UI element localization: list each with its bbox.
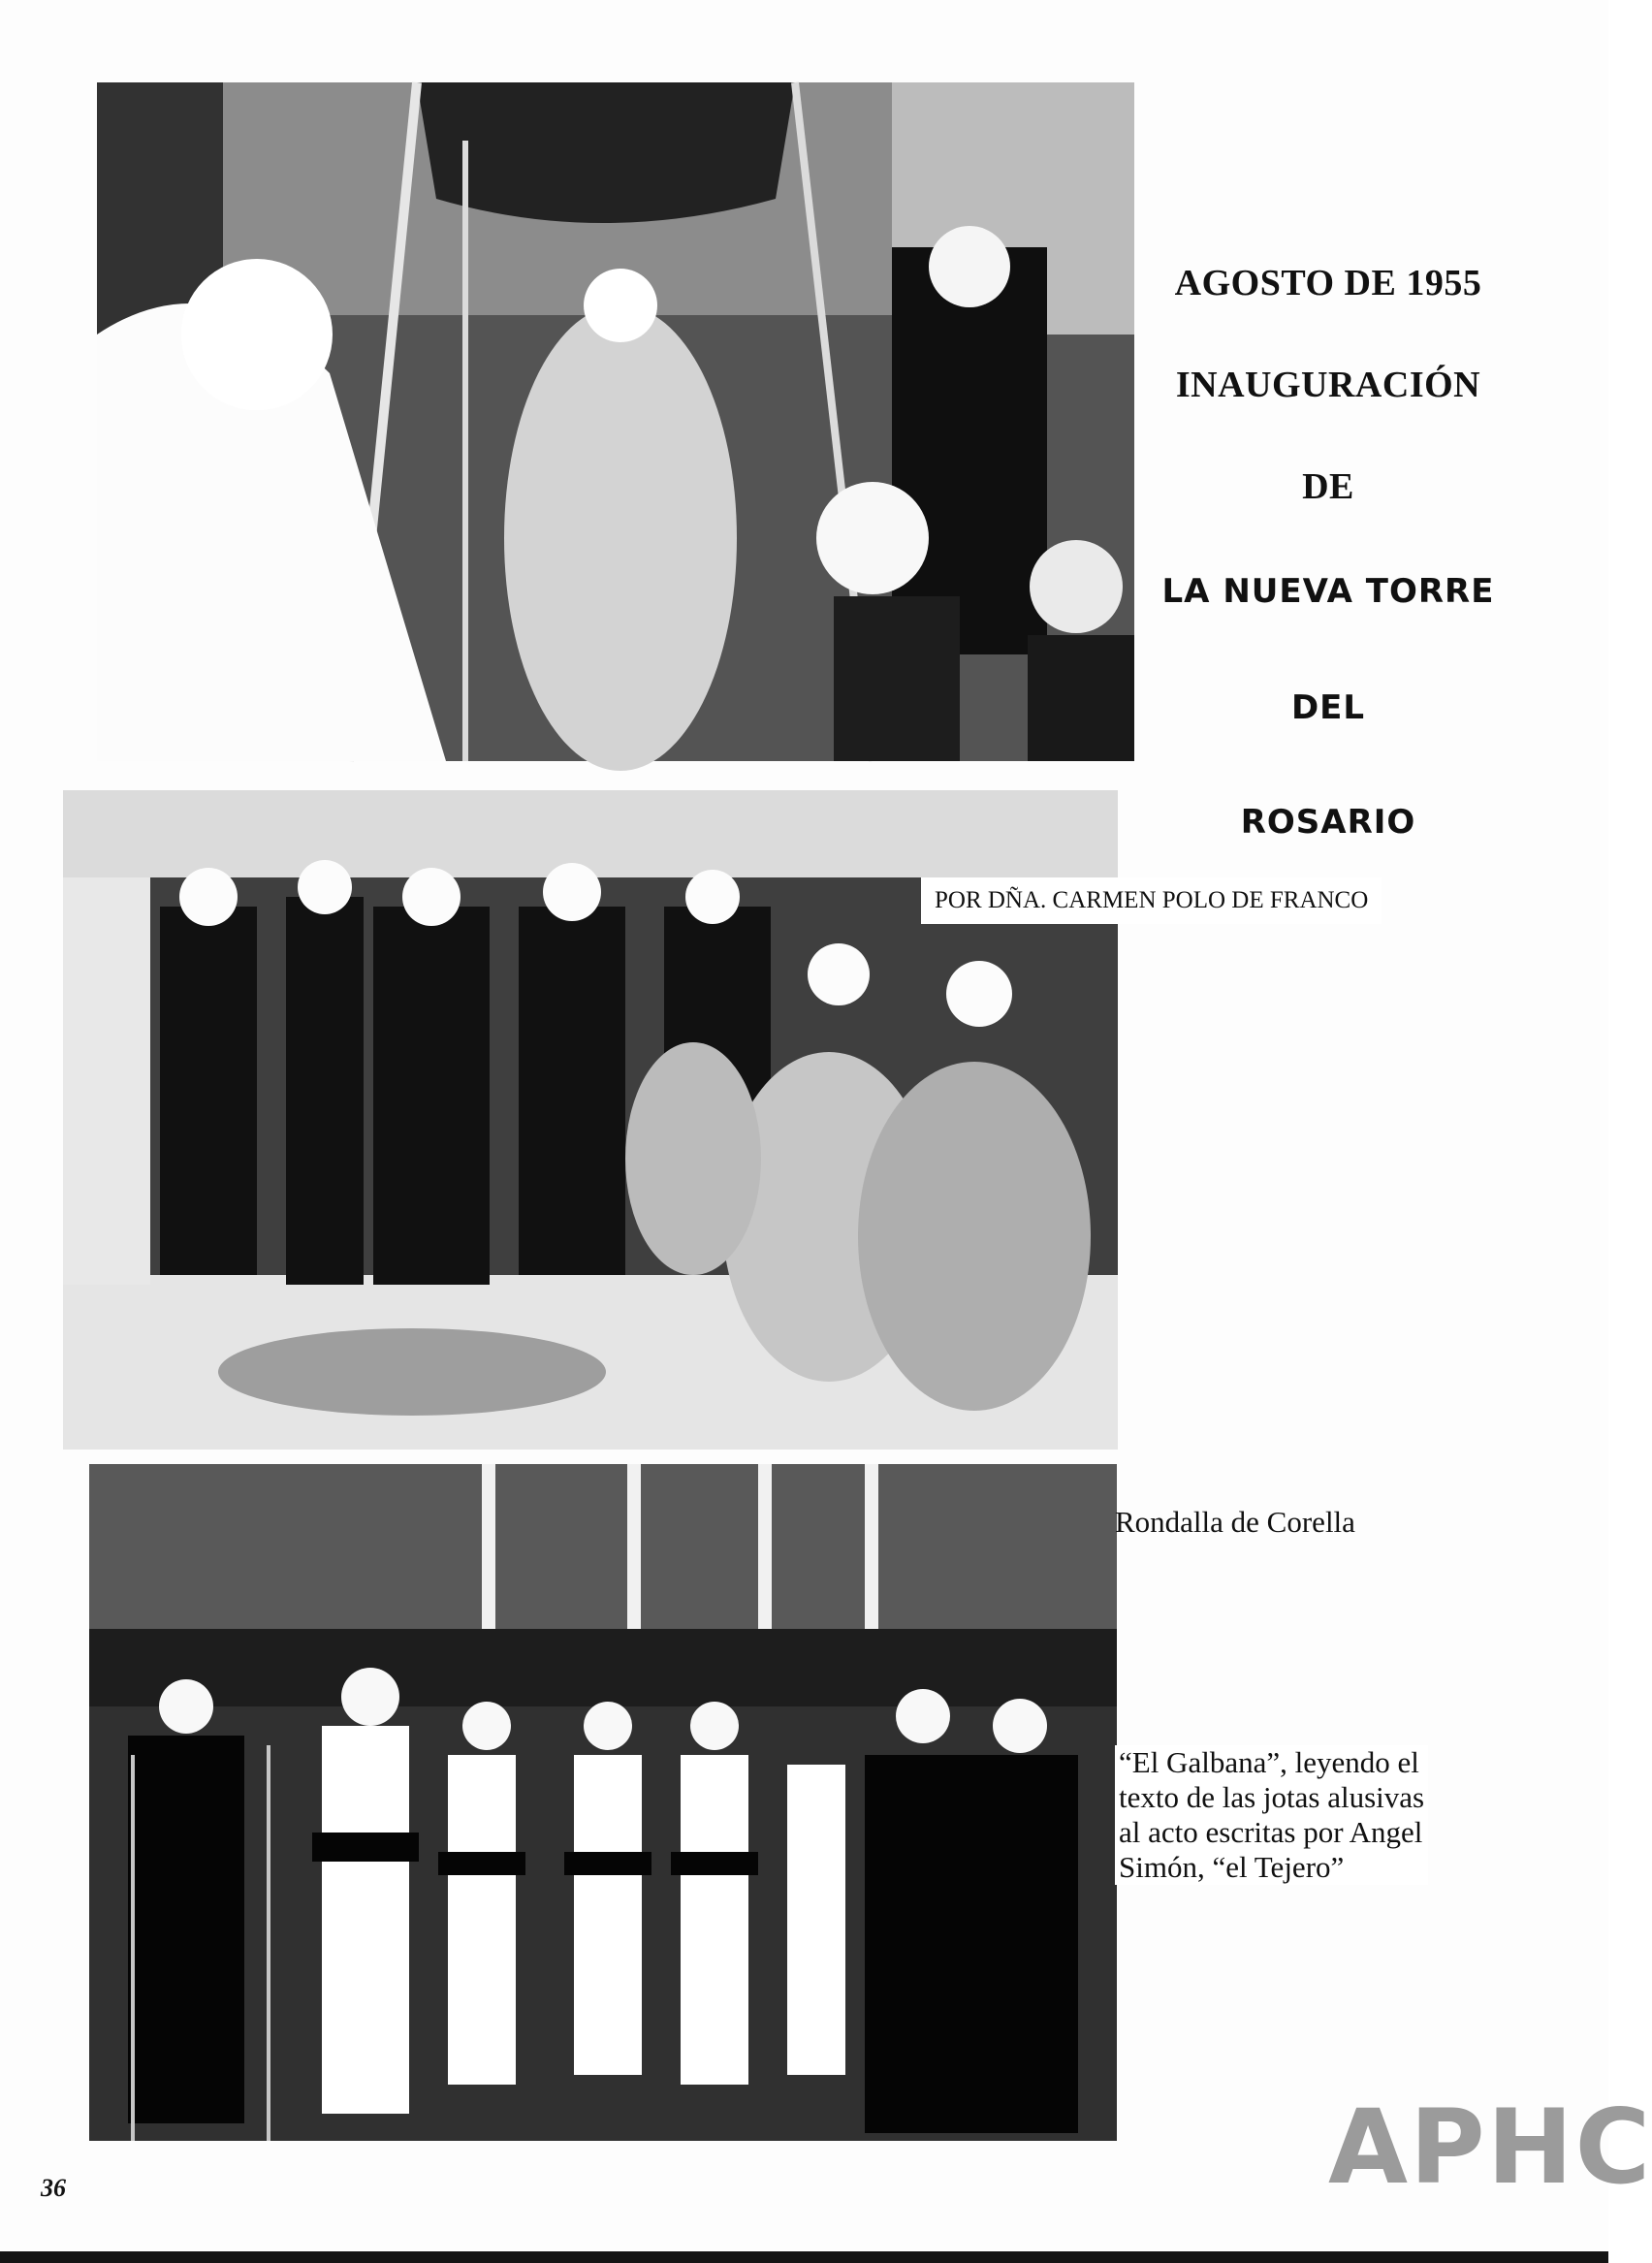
caption-galbana xyxy=(1115,1745,1428,1885)
caption-galbana-line: Simón, “el Tejero” xyxy=(1119,1850,1345,1884)
caption-galbana-line: texto de las jotas alusivas xyxy=(1119,1780,1425,1814)
photo-procession xyxy=(97,82,1134,761)
caption-galbana-line: al acto escritas por Angel xyxy=(1119,1815,1423,1849)
title-line-del: DEL xyxy=(1290,688,1366,727)
aphc-logo: APHC xyxy=(1328,2088,1652,2207)
page-number: 36 xyxy=(41,2174,66,2202)
subtitle-carmen-polo: POR DÑA. CARMEN POLO DE FRANCO xyxy=(921,877,1382,924)
title-line-date: AGOSTO DE 1955 xyxy=(1174,263,1482,303)
caption-rondalla: Rondalla de Corella xyxy=(1115,1505,1355,1539)
photo-rondalla xyxy=(89,1464,1117,2141)
title-line-rosario: ROSARIO xyxy=(1240,803,1416,842)
title-line-nueva-torre: LA NUEVA TORRE xyxy=(1161,572,1495,611)
title-line-de: DE xyxy=(1302,466,1354,507)
title-line-inauguracion: INAUGURACIÓN xyxy=(1175,365,1481,405)
bottom-rule xyxy=(0,2251,1608,2263)
caption-galbana-line: “El Galbana”, leyendo el xyxy=(1119,1745,1419,1779)
